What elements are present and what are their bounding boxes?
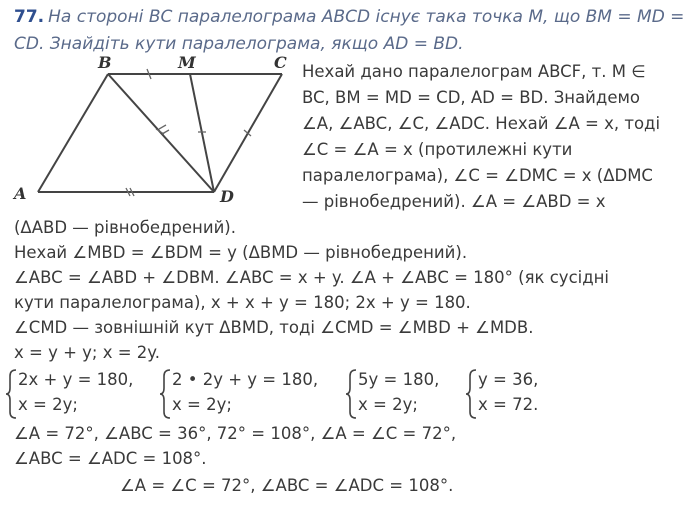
solution-line: ∠CMD — зовнішній кут ΔBMD, тоді ∠CMD = ∠MBD + ∠MDB. (14, 318, 534, 337)
system-row: 2 • 2y + y = 180, (172, 370, 319, 389)
curly-brace-icon (466, 368, 478, 420)
solution-line: ∠ABC = ∠ABD + ∠DBM. ∠ABC = x + y. ∠A + ∠ABC = 180° (як сусідні (14, 268, 610, 287)
solution-line: ∠C = ∠A = x (протилежні кути (302, 140, 573, 159)
answer-line: ∠A = ∠C = 72°, ∠ABC = ∠ADC = 108°. (120, 476, 454, 495)
solution-line: ∠A, ∠ABC, ∠C, ∠ADC. Нехай ∠A = x, тоді (302, 114, 661, 133)
curly-brace-icon (6, 368, 18, 420)
solution-line: — рівнобедрений). ∠A = ∠ABD = x (302, 192, 606, 211)
solution-line: Нехай дано паралелограм ABCF, т. M ∈ (302, 62, 646, 81)
system-row: x = 72. (478, 395, 539, 414)
solution-line: ∠A = 72°, ∠ABC = 36°, 72° = 108°, ∠A = ∠C = 72°, (14, 424, 457, 443)
curly-brace-icon (160, 368, 172, 420)
curly-brace-icon (346, 368, 358, 420)
system-row: 2x + y = 180, (18, 370, 134, 389)
solution-line: (ΔABD — рівнобедрений). (14, 218, 236, 237)
solution-line: кути паралелограма), x + x + y = 180; 2x + y = 180. (14, 293, 471, 312)
system-row: y = 36, (478, 370, 539, 389)
label-B: B (98, 53, 112, 72)
label-A: A (14, 184, 27, 203)
label-M: M (178, 53, 196, 72)
solution-line: Нехай ∠MBD = ∠BDM = y (ΔBMD — рівнобедрений). (14, 243, 468, 262)
parallelogram-figure (8, 52, 303, 212)
solution-line: паралелограма), ∠C = ∠DMC = x (ΔDMC (302, 166, 653, 185)
label-D: D (220, 187, 234, 206)
system-row: 5y = 180, (358, 370, 440, 389)
problem-text: На стороні ВС паралелограма ABCD існує така точка M, що BM = MD = CD. Знайдіть кути паралелограма, якщо AD = BD. (14, 7, 685, 54)
problem-number: 77. (14, 7, 45, 27)
solution-line: ∠ABC = ∠ADC = 108°. (14, 449, 207, 468)
system-row: x = 2y; (358, 395, 418, 414)
problem-statement (14, 4, 690, 58)
solution-line: x = y + y; x = 2y. (14, 343, 160, 362)
solution-line: BC, BM = MD = CD, AD = BD. Знайдемо (302, 88, 641, 107)
system-row: x = 2y; (18, 395, 78, 414)
system-row: x = 2y; (172, 395, 232, 414)
label-C: C (274, 53, 287, 72)
